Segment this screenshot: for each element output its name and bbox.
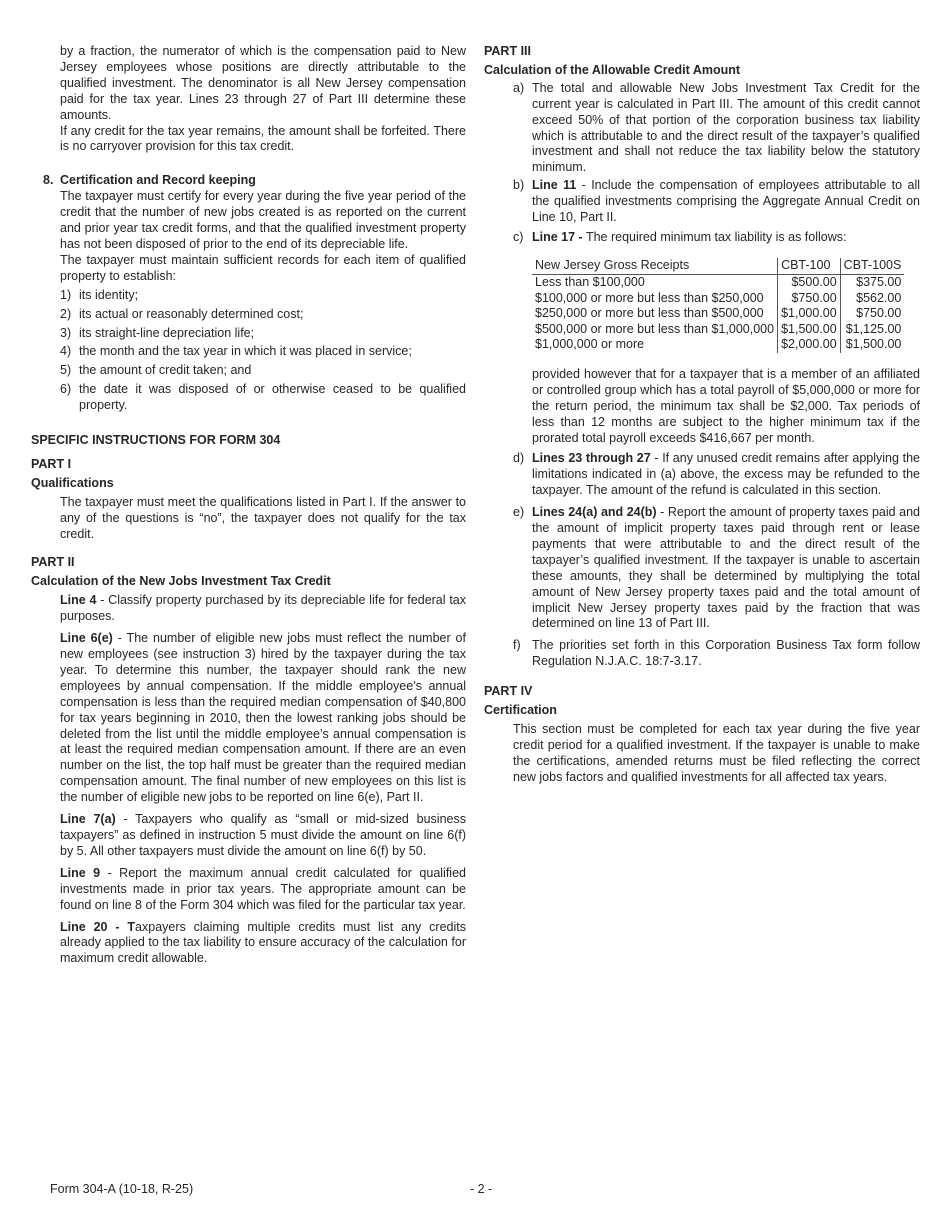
item-d: d) Lines 23 through 27 - If any unused credit remains after applying the limitations indicated in (a) above, the excess may be refunded to the taxpayer. The amount of the refund is calculated in this section. bbox=[513, 451, 920, 498]
table-header-row bbox=[532, 258, 904, 275]
list-item: 4) the month and the tax year in which it was placed in service; bbox=[60, 344, 412, 359]
right-column bbox=[484, 44, 920, 786]
line-9-paragraph: Line 9 - Report the maximum annual credit calculated for qualified investments made in prior tax years. The appropriate amount can be found on line 8 of the Form 304 which was filed for the particular tax year. bbox=[60, 865, 466, 912]
table-row: $1,000,000 or more $2,000.00 $1,500.00 bbox=[532, 337, 904, 353]
part-4-heading: PART IV bbox=[484, 684, 533, 699]
item-c-continuation: provided however that for a taxpayer that is a member of an affiliated or controlled group which has a total payroll of $5,000,000 or more for the return period, the minimum tax shall be $2,000. Tax periods of less than 12 months are subject to the higher minimum tax if the prorated total payroll exceeds $416,667 per month. bbox=[532, 366, 920, 445]
section-8-paragraph-2: The taxpayer must maintain sufficient records for each item of qualified property to establish: bbox=[60, 252, 466, 283]
part-3-subheading: Calculation of the Allowable Credit Amount bbox=[484, 62, 741, 77]
part-1-paragraph: The taxpayer must meet the qualifications listed in Part I. If the answer to any of the questions is “no”, the taxpayer does not qualify for the tax credit. bbox=[60, 494, 466, 541]
list-item: 2) its actual or reasonably determined cost; bbox=[60, 306, 304, 321]
line-20-paragraph: Line 20 - Taxpayers claiming multiple credits must list any credits already applied to the tax liability to ensure accuracy of the calculation for maximum credit allowable. bbox=[60, 919, 466, 966]
list-item: 1) its identity; bbox=[60, 287, 139, 302]
line-4-paragraph: Line 4 - Classify property purchased by its depreciable life for federal tax purposes. bbox=[60, 593, 466, 624]
item-c: c) Line 17 - The required minimum tax liability is as follows: bbox=[513, 229, 847, 244]
table-row: $100,000 or more but less than $250,000 $750.00 $562.00 bbox=[532, 291, 904, 307]
table-header: CBT-100S bbox=[840, 258, 904, 275]
part-2-subheading: Calculation of the New Jobs Investment Tax Credit bbox=[31, 574, 331, 589]
list-item: 5) the amount of credit taken; and bbox=[60, 363, 252, 378]
list-item: 6) the date it was disposed of or otherwise ceased to be qualified property. bbox=[60, 382, 466, 413]
minimum-tax-table bbox=[532, 258, 920, 353]
part-1-heading: PART I bbox=[31, 456, 72, 471]
list-item: 3) its straight-line depreciation life; bbox=[60, 325, 255, 340]
item-a: a) The total and allowable New Jobs Investment Tax Credit for the current year is calculated in Part III. The amount of this credit cannot exceed 50% of that portion of the corporation business tax liability which is attributable to and the direct result of the taxpayer’s qualified investment and shall not reduce the tax liability below the statutory minimum. bbox=[513, 80, 920, 175]
section-8-title: Certification and Record keeping bbox=[60, 173, 256, 188]
page-number: - 2 - bbox=[470, 1182, 493, 1196]
part-1-subheading: Qualifications bbox=[31, 475, 114, 490]
left-column bbox=[31, 44, 466, 967]
continuation-paragraph: by a fraction, the numerator of which is the compensation paid to New Jersey employees whose positions are directly attributable to the qualified investment. The denominator is all New Jersey compensation paid for the tax year. Lines 23 through 27 of Part III determine these amounts. bbox=[60, 44, 466, 122]
records-list bbox=[31, 288, 466, 414]
table-header: CBT-100 bbox=[778, 258, 841, 275]
line-6e-paragraph: Line 6(e) - The number of eligible new jobs must reflect the number of new employees (see instruction 3) hired by the taxpayer during the tax year. To determine this number, the taxpayer should rank the new employees by annual compensation. If the middle employee’s annual compensation is less than the required median compensation of $40,800 for tax years beginning in 2010, then the lowest ranking jobs should be deleted from the list until the middle employee’s annual compensation is at least the required median compensation amount. If there are an even number on the list, the top half must be greater than the required median compensation amount. The final number of new employees on this list is the number of eligible new jobs to be reported on line 6(e), Part II. bbox=[60, 631, 466, 805]
table-header: New Jersey Gross Receipts bbox=[532, 258, 778, 275]
item-e: e) Lines 24(a) and 24(b) - Report the amount of property taxes paid and the amount of implicit property taxes paid through rent or lease payments that were attributable to and the direct result of the taxpayer’s qualified investment. If the taxpayer is unable to ascertain these amounts, they shall be determined by multiplying the total amount of New Jersey property taxes paid and the total amount of implicit New Jersey property taxes paid by the fraction that was determined on line 13 of Part III. bbox=[513, 505, 920, 631]
table-row: $250,000 or more but less than $500,000 $1,000.00 $750.00 bbox=[532, 306, 904, 322]
specific-instructions-heading: SPECIFIC INSTRUCTIONS FOR FORM 304 bbox=[31, 433, 281, 448]
section-8-number: 8. bbox=[43, 173, 54, 188]
table-row: Less than $100,000 $500.00 $375.00 bbox=[532, 275, 904, 291]
forfeit-paragraph: If any credit for the tax year remains, the amount shall be forfeited. There is no carryover provision for this tax credit. bbox=[60, 123, 466, 154]
item-f: f) The priorities set forth in this Corporation Business Tax form follow Regulation N.J.A.C. 18:7-3.17. bbox=[513, 638, 920, 669]
part-3-heading: PART III bbox=[484, 44, 531, 58]
section-8 bbox=[31, 173, 466, 284]
table-row: $500,000 or more but less than $1,000,000 $1,500.00 $1,125.00 bbox=[532, 322, 904, 338]
form-id-footer: Form 304-A (10-18, R-25) bbox=[50, 1182, 194, 1196]
part-4-subheading: Certification bbox=[484, 703, 557, 718]
section-8-paragraph-1: The taxpayer must certify for every year during the five year period of the credit that the number of new jobs created is as reported on the current and prior year tax credit forms, and that the qualified investment property has not been disposed of prior to the end of its depreciable life. bbox=[60, 189, 466, 251]
part-4-paragraph: This section must be completed for each tax year during the five year credit period for a qualified investment. If the taxpayer is unable to make the certifications, amended returns must be filed reflecting the correct new jobs factors and qualified investments for all affected tax years. bbox=[513, 722, 920, 784]
part-2-heading: PART II bbox=[31, 555, 75, 570]
item-b: b) Line 11 - Include the compensation of employees attributable to all the qualified investments comprising the Aggregate Annual Credit on Line 10, Part II. bbox=[513, 178, 920, 225]
line-7a-paragraph: Line 7(a) - Taxpayers who qualify as “small or mid-sized business taxpayers” as defined in instruction 5 must divide the amount on line 6(f) by 5. All other taxpayers must divide the amount on line 6(f) by 50. bbox=[60, 812, 466, 858]
